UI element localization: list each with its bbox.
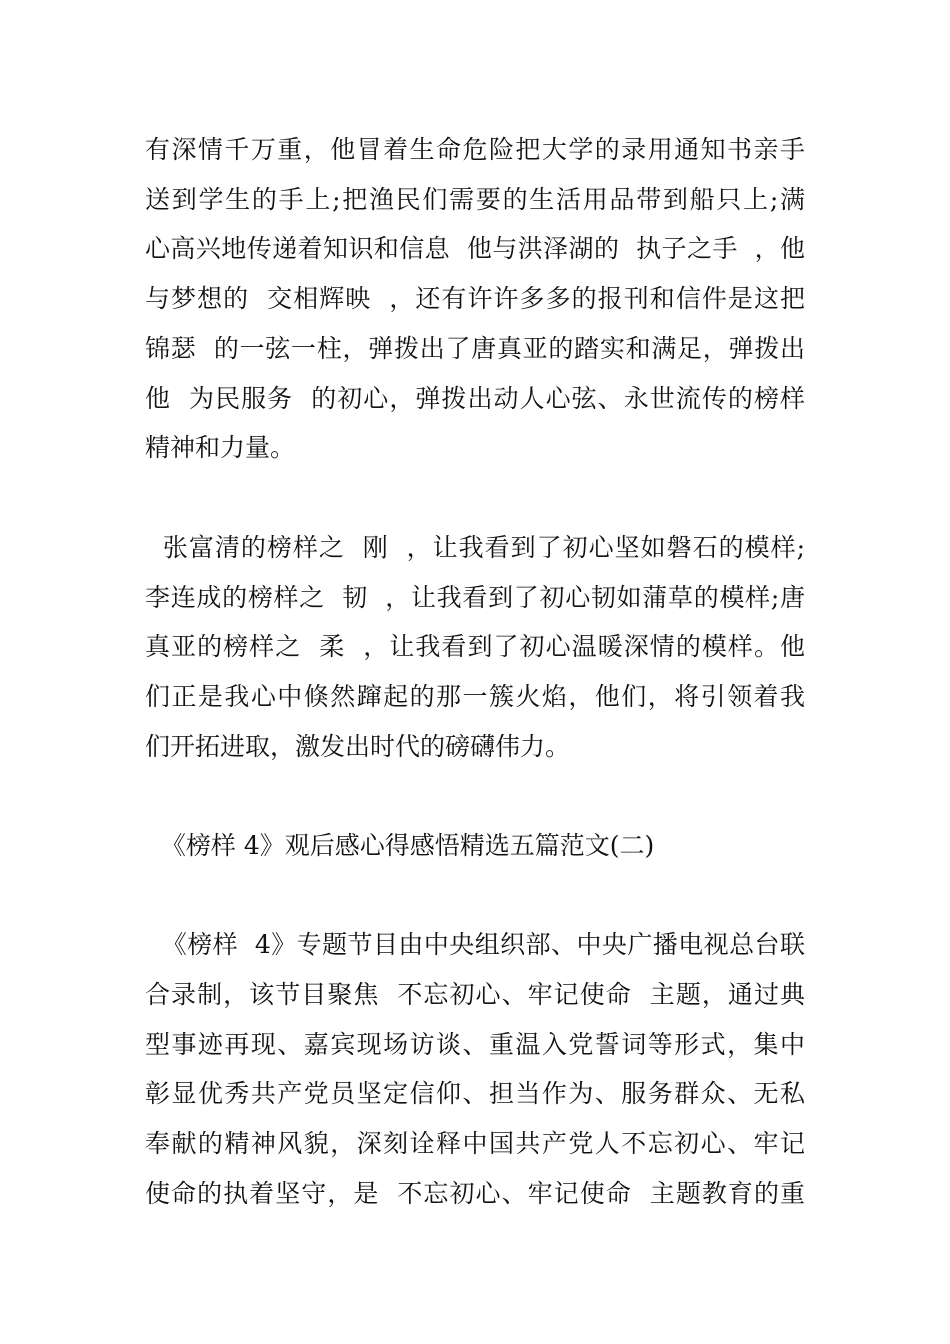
text-line: 李连成的榜样之 韧 ，让我看到了初心韧如蒲草的模样;唐 [145,583,805,612]
text-line: 精神和力量。 [145,433,296,462]
text-line: 他 为民服务 的初心，弹拨出动人心弦、永世流传的榜样 [145,384,805,413]
text-line: 张富清的榜样之 刚 ，让我看到了初心坚如磐石的模样; [145,533,805,562]
text-line: 型事迹再现、嘉宾现场访谈、重温入党誓词等形式，集中 [145,1030,805,1059]
text-line: 合录制，该节目聚焦 不忘初心、牢记使命 主题，通过典 [145,980,805,1009]
text-line: 们正是我心中倏然蹿起的那一簇火焰，他们，将引领着我 [145,682,805,711]
text-line: 使命的执着坚守，是 不忘初心、牢记使命 主题教育的重 [145,1179,805,1208]
text-line: 们开拓进取，激发出时代的磅礴伟力。 [145,732,571,761]
text-line: 《榜样 4》专题节目由中央组织部、中央广播电视总台联 [145,930,805,959]
text-line: 与梦想的 交相辉映 ，还有许许多多的报刊和信件是这把 [145,284,805,313]
text-line: 彰显优秀共产党员坚定信仰、担当作为、服务群众、无私 [145,1079,805,1108]
heading-line: 《榜样 4》观后感心得感悟精选五篇范文(二) [145,831,655,860]
text-line: 真亚的榜样之 柔 ，让我看到了初心温暖深情的模样。他 [145,632,805,661]
text-line: 锦瑟 的一弦一柱，弹拨出了唐真亚的踏实和满足，弹拨出 [145,334,805,363]
text-line: 有深情千万重，他冒着生命危险把大学的录用通知书亲手 [145,135,805,164]
text-line: 心高兴地传递着知识和信息 他与洪泽湖的 执子之手 ，他 [145,234,805,263]
text-line: 送到学生的手上;把渔民们需要的生活用品带到船只上;满 [145,185,805,214]
text-line: 奉献的精神风貌，深刻诠释中国共产党人不忘初心、牢记 [145,1129,805,1158]
